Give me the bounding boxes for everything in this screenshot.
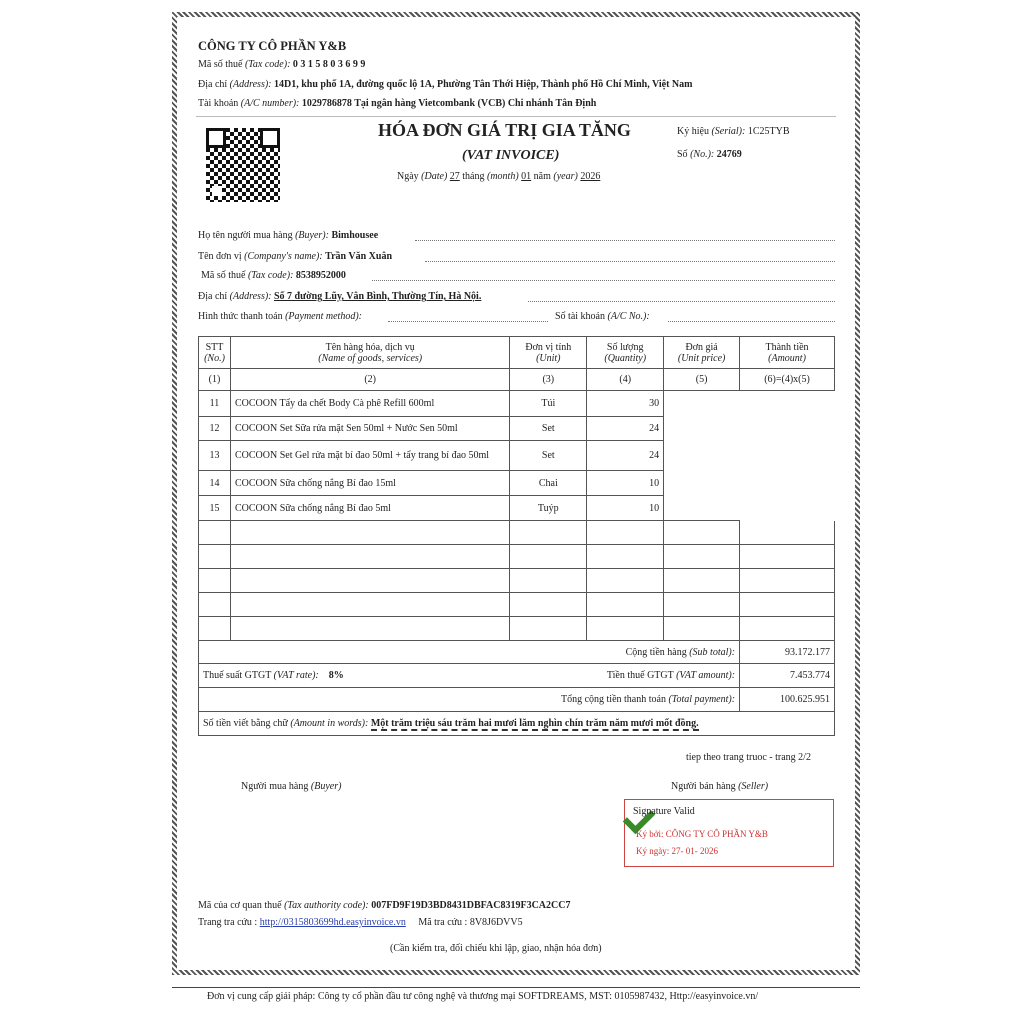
provider-info: Đơn vị cung cấp giải pháp: Công ty cổ phần đầu tư công nghệ và thương mại SOFTDREAMS, MST: 0105987432, Http://easyinvoice.vn/ bbox=[207, 991, 759, 1002]
table-row: 14 COCOON Sữa chống nắng Bí đao 15ml Chai 10 bbox=[199, 471, 835, 496]
table-row: 15 COCOON Sữa chống nắng Bí đao 5ml Tuýp 10 bbox=[199, 496, 835, 521]
invoice-number: Số (No.): 24769 bbox=[677, 149, 742, 160]
account-number: Số tài khoản (A/C No.): bbox=[555, 311, 650, 322]
amount-in-words-row: Số tiền viết bằng chữ (Amount in words): Một trăm triệu sáu trăm hai mươi lăm nghìn chín trăm năm mươi mốt đồng. bbox=[199, 712, 835, 736]
seller-address: Địa chỉ (Address): 14D1, khu phố 1A, đường quốc lộ 1A, Phường Tân Thới Hiệp, Thành phố Hồ Chí Minh, Việt Nam bbox=[198, 79, 693, 90]
buyer-name: Họ tên người mua hàng (Buyer): Bimhousee bbox=[198, 230, 379, 241]
goods-table bbox=[198, 336, 835, 736]
tax-authority-code: Mã của cơ quan thuế (Tax authority code): 007FD9F19D3BD8431DBFAC8319F3CA2CC7 bbox=[198, 900, 571, 911]
invoice-serial: Ký hiệu (Serial): 1C25TYB bbox=[677, 126, 790, 137]
buyer-tax-code: Mã số thuế (Tax code): 8538952000 bbox=[201, 270, 346, 281]
seller-name: CÔNG TY CÔ PHẦN Y&B bbox=[198, 39, 347, 53]
index-row: (1) (2) (3) (4) (5) (6)=(4)x(5) bbox=[199, 369, 835, 391]
table-row: 13 COCOON Set Gel rửa mặt bí đao 50ml + tẩy trang bí đao 50ml Set 24 bbox=[199, 441, 835, 471]
lookup-info: Trang tra cứu : http://0315803699hd.easyinvoice.vn Mã tra cứu : 8V8J6DVV5 bbox=[198, 917, 523, 928]
lookup-link[interactable]: http://0315803699hd.easyinvoice.vn bbox=[259, 917, 406, 928]
vat-row: Tiền thuế GTGT (VAT amount): Thuế suất GTGT (VAT rate): 8% 7.453.774 bbox=[199, 664, 835, 688]
seller-account: Tài khoản (A/C number): 1029786878 Tại ngân hàng Vietcombank (VCB) Chi nhánh Tân Định bbox=[198, 98, 597, 109]
signature-status: Signature Valid bbox=[633, 806, 695, 817]
divider bbox=[196, 116, 836, 117]
table-header: STT (No.) Tên hàng hóa, dịch vụ (Name of goods, services) Đơn vị tính (Unit) Số lượng (Quantity) Đơn giá (Unit price) Thành tiền (Amount) bbox=[199, 337, 835, 369]
buyer-signature-label: Người mua hàng (Buyer) bbox=[241, 781, 342, 792]
invoice-date: Ngày (Date) 27 tháng (month) 01 năm (year) 2026 bbox=[397, 171, 601, 182]
signed-date: Ký ngày: 27- 01- 2026 bbox=[636, 846, 718, 856]
table-row: 11 COCOON Tẩy da chết Body Cà phê Refill 600ml Túi 30 bbox=[199, 391, 835, 417]
seller-tax-code: Mã số thuế (Tax code): 0 3 1 5 8 0 3 6 9 9 bbox=[198, 59, 366, 70]
invoice-subtitle: (VAT INVOICE) bbox=[462, 148, 560, 163]
seller-signature-label: Người bán hàng (Seller) bbox=[671, 781, 769, 792]
subtotal-row: Cộng tiền hàng (Sub total): 93.172.177 bbox=[199, 641, 835, 664]
table-row: 12 COCOON Set Sữa rửa mặt Sen 50ml + Nước Sen 50ml Set 24 bbox=[199, 417, 835, 441]
continued-note: tiep theo trang truoc - trang 2/2 bbox=[686, 752, 811, 763]
footer-divider bbox=[172, 987, 860, 988]
total-row: Tổng cộng tiền thanh toán (Total payment): 100.625.951 bbox=[199, 688, 835, 712]
buyer-company: Tên đơn vị (Company's name): Trần Văn Xuân bbox=[198, 251, 393, 262]
buyer-address: Địa chỉ (Address): Số 7 đường Lũy, Vân Bình, Thường Tín, Hà Nội. bbox=[198, 291, 482, 302]
qr-code bbox=[206, 128, 280, 202]
payment-method: Hình thức thanh toán (Payment method): bbox=[198, 311, 362, 322]
check-note: (Cần kiểm tra, đối chiếu khi lập, giao, nhận hóa đơn) bbox=[390, 943, 602, 954]
invoice-title: HÓA ĐƠN GIÁ TRỊ GIA TĂNG bbox=[378, 120, 631, 140]
signed-by: Ký bởi: CÔNG TY CÔ PHẦN Y&B bbox=[636, 829, 768, 839]
